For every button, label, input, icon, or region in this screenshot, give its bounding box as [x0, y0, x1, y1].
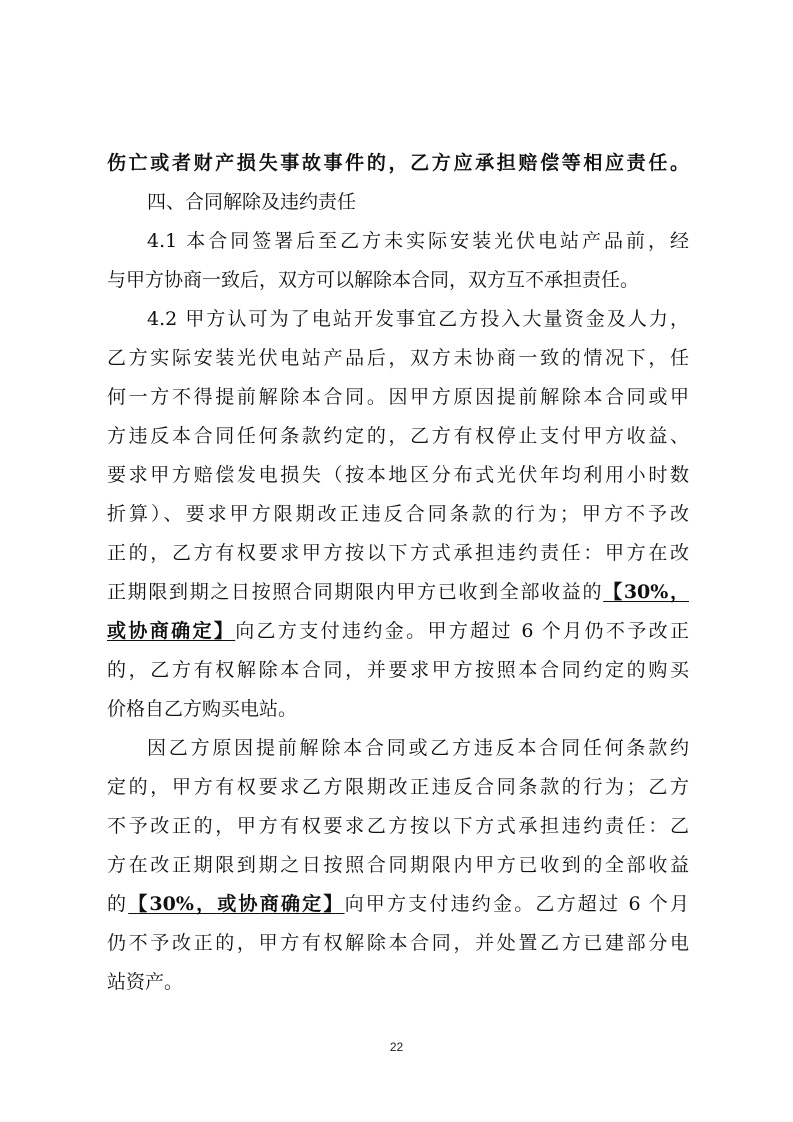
- clause-line: 正的，乙方有权要求甲方按以下方式承担违约责任：甲方在改: [107, 542, 689, 564]
- clause-text: 的: [107, 893, 129, 915]
- clause-line: 的，乙方有权解除本合同，并要求甲方按照本合同约定的购买: [107, 659, 689, 681]
- clause-text: 向乙方支付违约金。甲方超过 6 个月仍不予改正: [235, 620, 689, 642]
- clause-line: 要求甲方赔偿发电损失（按本地区分布式光伏年均利用小时数: [107, 464, 689, 486]
- penalty-rate-bold: 或协商确定】: [107, 620, 236, 642]
- clause-line: [107, 573, 689, 612]
- clause-line: 4.2 甲方认可为了电站开发事宜乙方投入大量资金及人力，: [147, 308, 689, 330]
- section-heading: 四、合同解除及违约责任: [147, 191, 357, 213]
- clause-text: 向甲方支付违约金。乙方超过 6 个月: [344, 893, 689, 915]
- clause-text: 正期限到期之日按照合同期限内甲方已收到全部收益的: [107, 581, 604, 603]
- document-body: [107, 144, 689, 1002]
- clause-4-2: [107, 300, 689, 729]
- clause-line: 仍不予改正的，甲方有权解除本合同，并处置乙方已建部分电: [107, 932, 689, 954]
- clause-line: 因乙方原因提前解除本合同或乙方违反本合同任何条款约: [147, 737, 689, 759]
- clause-line: [107, 612, 689, 651]
- clause-party-b: [107, 729, 689, 1002]
- clause-line: 站资产。: [107, 971, 184, 993]
- clause-line: 4.1 本合同签署后至乙方未实际安装光伏电站产品前，经: [147, 230, 689, 252]
- clause-line: 与甲方协商一致后，双方可以解除本合同，双方互不承担责任。: [107, 269, 640, 291]
- clause-4-1: [107, 222, 689, 300]
- clause-line: 不予改正的，甲方有权要求乙方按以下方式承担违约责任：乙: [107, 815, 689, 837]
- clause-line: 价格自乙方购买电站。: [107, 698, 298, 720]
- clause-line: 方违反本合同任何条款约定的，乙方有权停止支付甲方收益、: [107, 425, 689, 447]
- clause-line: 折算）、要求甲方限期改正违反合同条款的行为；甲方不予改: [107, 503, 689, 525]
- clause-line: 定的，甲方有权要求乙方限期改正违反合同条款的行为；乙方: [107, 776, 689, 798]
- penalty-rate-bold: 【30%，: [603, 581, 689, 603]
- clause-line: 乙方实际安装光伏电站产品后，双方未协商一致的情况下，任: [107, 347, 689, 369]
- continuation-text: 伤亡或者财产损失事故事件的，乙方应承担赔偿等相应责任。: [107, 152, 689, 174]
- clause-line: 何一方不得提前解除本合同。因甲方原因提前解除本合同或甲: [107, 386, 689, 408]
- page-number: 22: [389, 1040, 404, 1054]
- clause-line: [107, 885, 689, 924]
- clause-line: 方在改正期限到期之日按照合同期限内甲方已收到的全部收益: [107, 854, 689, 876]
- penalty-rate-bold: 【30%，或协商确定】: [128, 893, 345, 915]
